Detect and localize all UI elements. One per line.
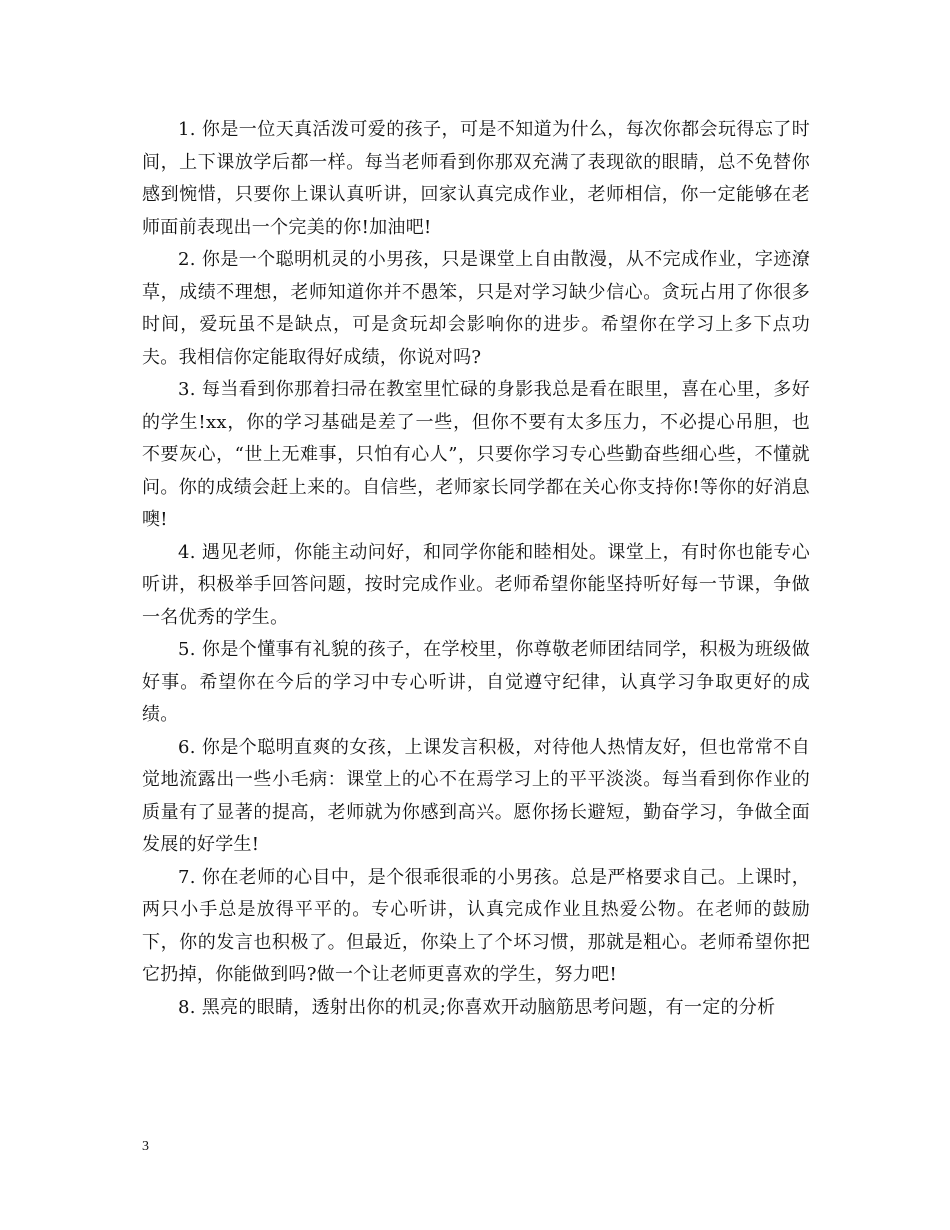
paragraph-8: 8. 黑亮的眼睛，透射出你的机灵;你喜欢开动脑筋思考问题，有一定的分析 [178,996,776,1018]
paragraph-2: 2. 你是一个聪明机灵的小男孩，只是课堂上自由散漫，从不完成作业，字迹潦草，成绩不理想，老师知道你并不愚笨，只是对学习缺少信心。贪玩占用了你很多时间，爱玩虽不是缺点，可是贪玩却会影响你的进步。希望你在学习上多下点功夫。我相信你定能取得好成绩，你说对吗? [142,249,810,368]
paragraph-5: 5. 你是个懂事有礼貌的孩子，在学校里，你尊敬老师团结同学，积极为班级做好事。希望你在今后的学习中专心听讲，自觉遵守纪律，认真学习争取更好的成绩。 [142,639,810,725]
paragraph-6: 6. 你是个聪明直爽的女孩，上课发言积极，对待他人热情友好，但也常常不自觉地流露出一些小毛病：课堂上的心不在焉学习上的平平淡淡。每当看到你作业的质量有了显著的提高，老师就为你感到高兴。愿你扬长避短，勤奋学习，争做全面发展的好学生! [142,736,810,855]
paragraph-1: 1. 你是一位天真活泼可爱的孩子，可是不知道为什么，每次你都会玩得忘了时间，上下课放学后都一样。每当老师看到你那双充满了表现欲的眼睛，总不免替你感到惋惜，只要你上课认真听讲，回家认真完成作业，老师相信，你一定能够在老师面前表现出一个完美的你!加油吧! [142,119,810,238]
document-body [142,114,810,1024]
paragraph-3: 3. 每当看到你那着扫帚在教室里忙碌的身影我总是看在眼里，喜在心里，多好的学生!xx，你的学习基础是差了一些，但你不要有太多压力，不必提心吊胆，也不要灰心，“世上无难事，只怕有心人”，只要你学习专心些勤奋些细心些，不懂就问。你的成绩会赶上来的。自信些，老师家长同学都在关心你支持你!等你的好消息噢! [142,379,810,530]
paragraph-4: 4. 遇见老师，你能主动问好，和同学你能和睦相处。课堂上，有时你也能专心听讲，积极举手回答问题，按时完成作业。老师希望你能坚持听好每一节课，争做一名优秀的学生。 [142,541,810,628]
page-number: 3 [142,1139,149,1154]
paragraph-7: 7. 你在老师的心目中，是个很乖很乖的小男孩。总是严格要求自己。上课时，两只小手总是放得平平的。专心听讲，认真完成作业且热爱公物。在老师的鼓励下，你的发言也积极了。但最近，你染上了个坏习惯，那就是粗心。老师希望你把它扔掉，你能做到吗?做一个让老师更喜欢的学生，努力吧! [142,866,810,985]
